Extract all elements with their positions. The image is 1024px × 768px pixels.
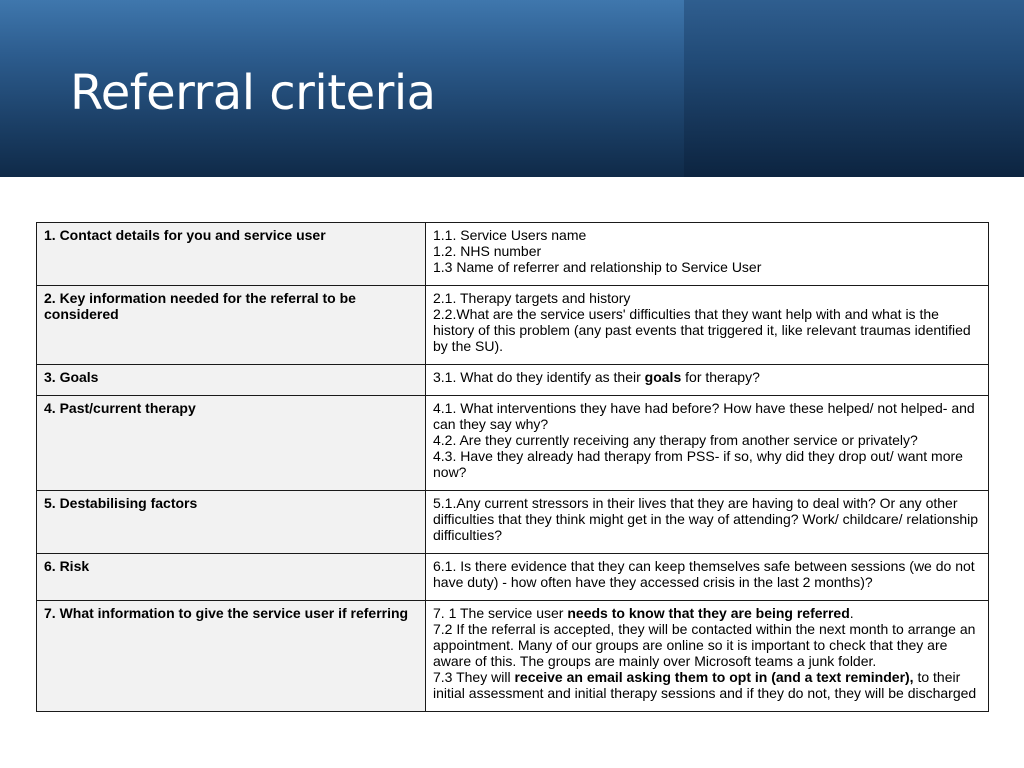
criteria-category: 7. What information to give the service user if referring [37,601,426,712]
criteria-details [426,365,989,396]
criteria-category: 4. Past/current therapy [37,396,426,491]
table-row [37,601,989,712]
criteria-category: 2. Key information needed for the referral to be considered [37,286,426,365]
table-row [37,365,989,396]
table-row [37,554,989,601]
detail-text: 3.1. What do they identify as their [433,369,645,385]
referral-criteria-table [36,222,989,712]
detail-text: for therapy? [681,369,760,385]
detail-text: 7. 1 The service user [433,605,568,621]
detail-text: . [849,605,854,621]
table-row [37,286,989,365]
criteria-details [426,601,989,712]
detail-line: 7.2 If the referral is accepted, they will be contacted within the next month to arrange an appointment. Many of our groups are online so it is important to check that they are aware of this. The groups are mainly over Microsoft teams a junk folder. [433,621,976,669]
criteria-category: 6. Risk [37,554,426,601]
detail-line: 4.3. Have they already had therapy from PSS- if so, why did they drop out/ want more now? [433,448,963,480]
detail-line [433,669,982,701]
slide-title: Referral criteria [70,65,436,121]
criteria-details [426,223,989,286]
detail-line: 1.3 Name of referrer and relationship to Service User [433,259,762,275]
detail-line: 4.2. Are they currently receiving any therapy from another service or privately? [433,432,918,448]
header-accent-panel [684,0,1024,177]
criteria-details [426,554,989,601]
slide-header [0,0,1024,177]
table-row [37,396,989,491]
detail-emphasis: receive an email asking them to opt in (and a text reminder), [514,669,914,685]
detail-line [433,605,982,621]
table-row [37,491,989,554]
detail-emphasis: needs to know that they are being referred [567,605,850,621]
detail-line: 2.2.What are the service users' difficulties that they want help with and what is the history of this problem (any past events that triggered it, like relevant traumas identified by the SU). [433,306,971,354]
detail-line: 5.1.Any current stressors in their lives that they are having to deal with? Or any other difficulties that they think might get in the way of attending? Work/ childcare/ relationship difficulties? [433,495,979,543]
detail-line: 1.1. Service Users name [433,227,587,243]
detail-line: 1.2. NHS number [433,243,542,259]
detail-text: to their initial assessment and initial therapy sessions and if they do not, they will be discharged [433,669,977,701]
criteria-category: 1. Contact details for you and service user [37,223,426,286]
detail-line: 6.1. Is there evidence that they can keep themselves safe between sessions (we do not have duty) - how often have they accessed crisis in the last 2 months)? [433,558,975,590]
criteria-details [426,491,989,554]
criteria-details [426,396,989,491]
detail-emphasis: goals [644,369,682,385]
table-row [37,223,989,286]
criteria-category: 5. Destabilising factors [37,491,426,554]
detail-line: 2.1. Therapy targets and history [433,290,631,306]
detail-text: 7.3 They will [433,669,515,685]
criteria-category: 3. Goals [37,365,426,396]
detail-line: 4.1. What interventions they have had before? How have these helped/ not helped- and can they say why? [433,400,975,432]
criteria-details [426,286,989,365]
